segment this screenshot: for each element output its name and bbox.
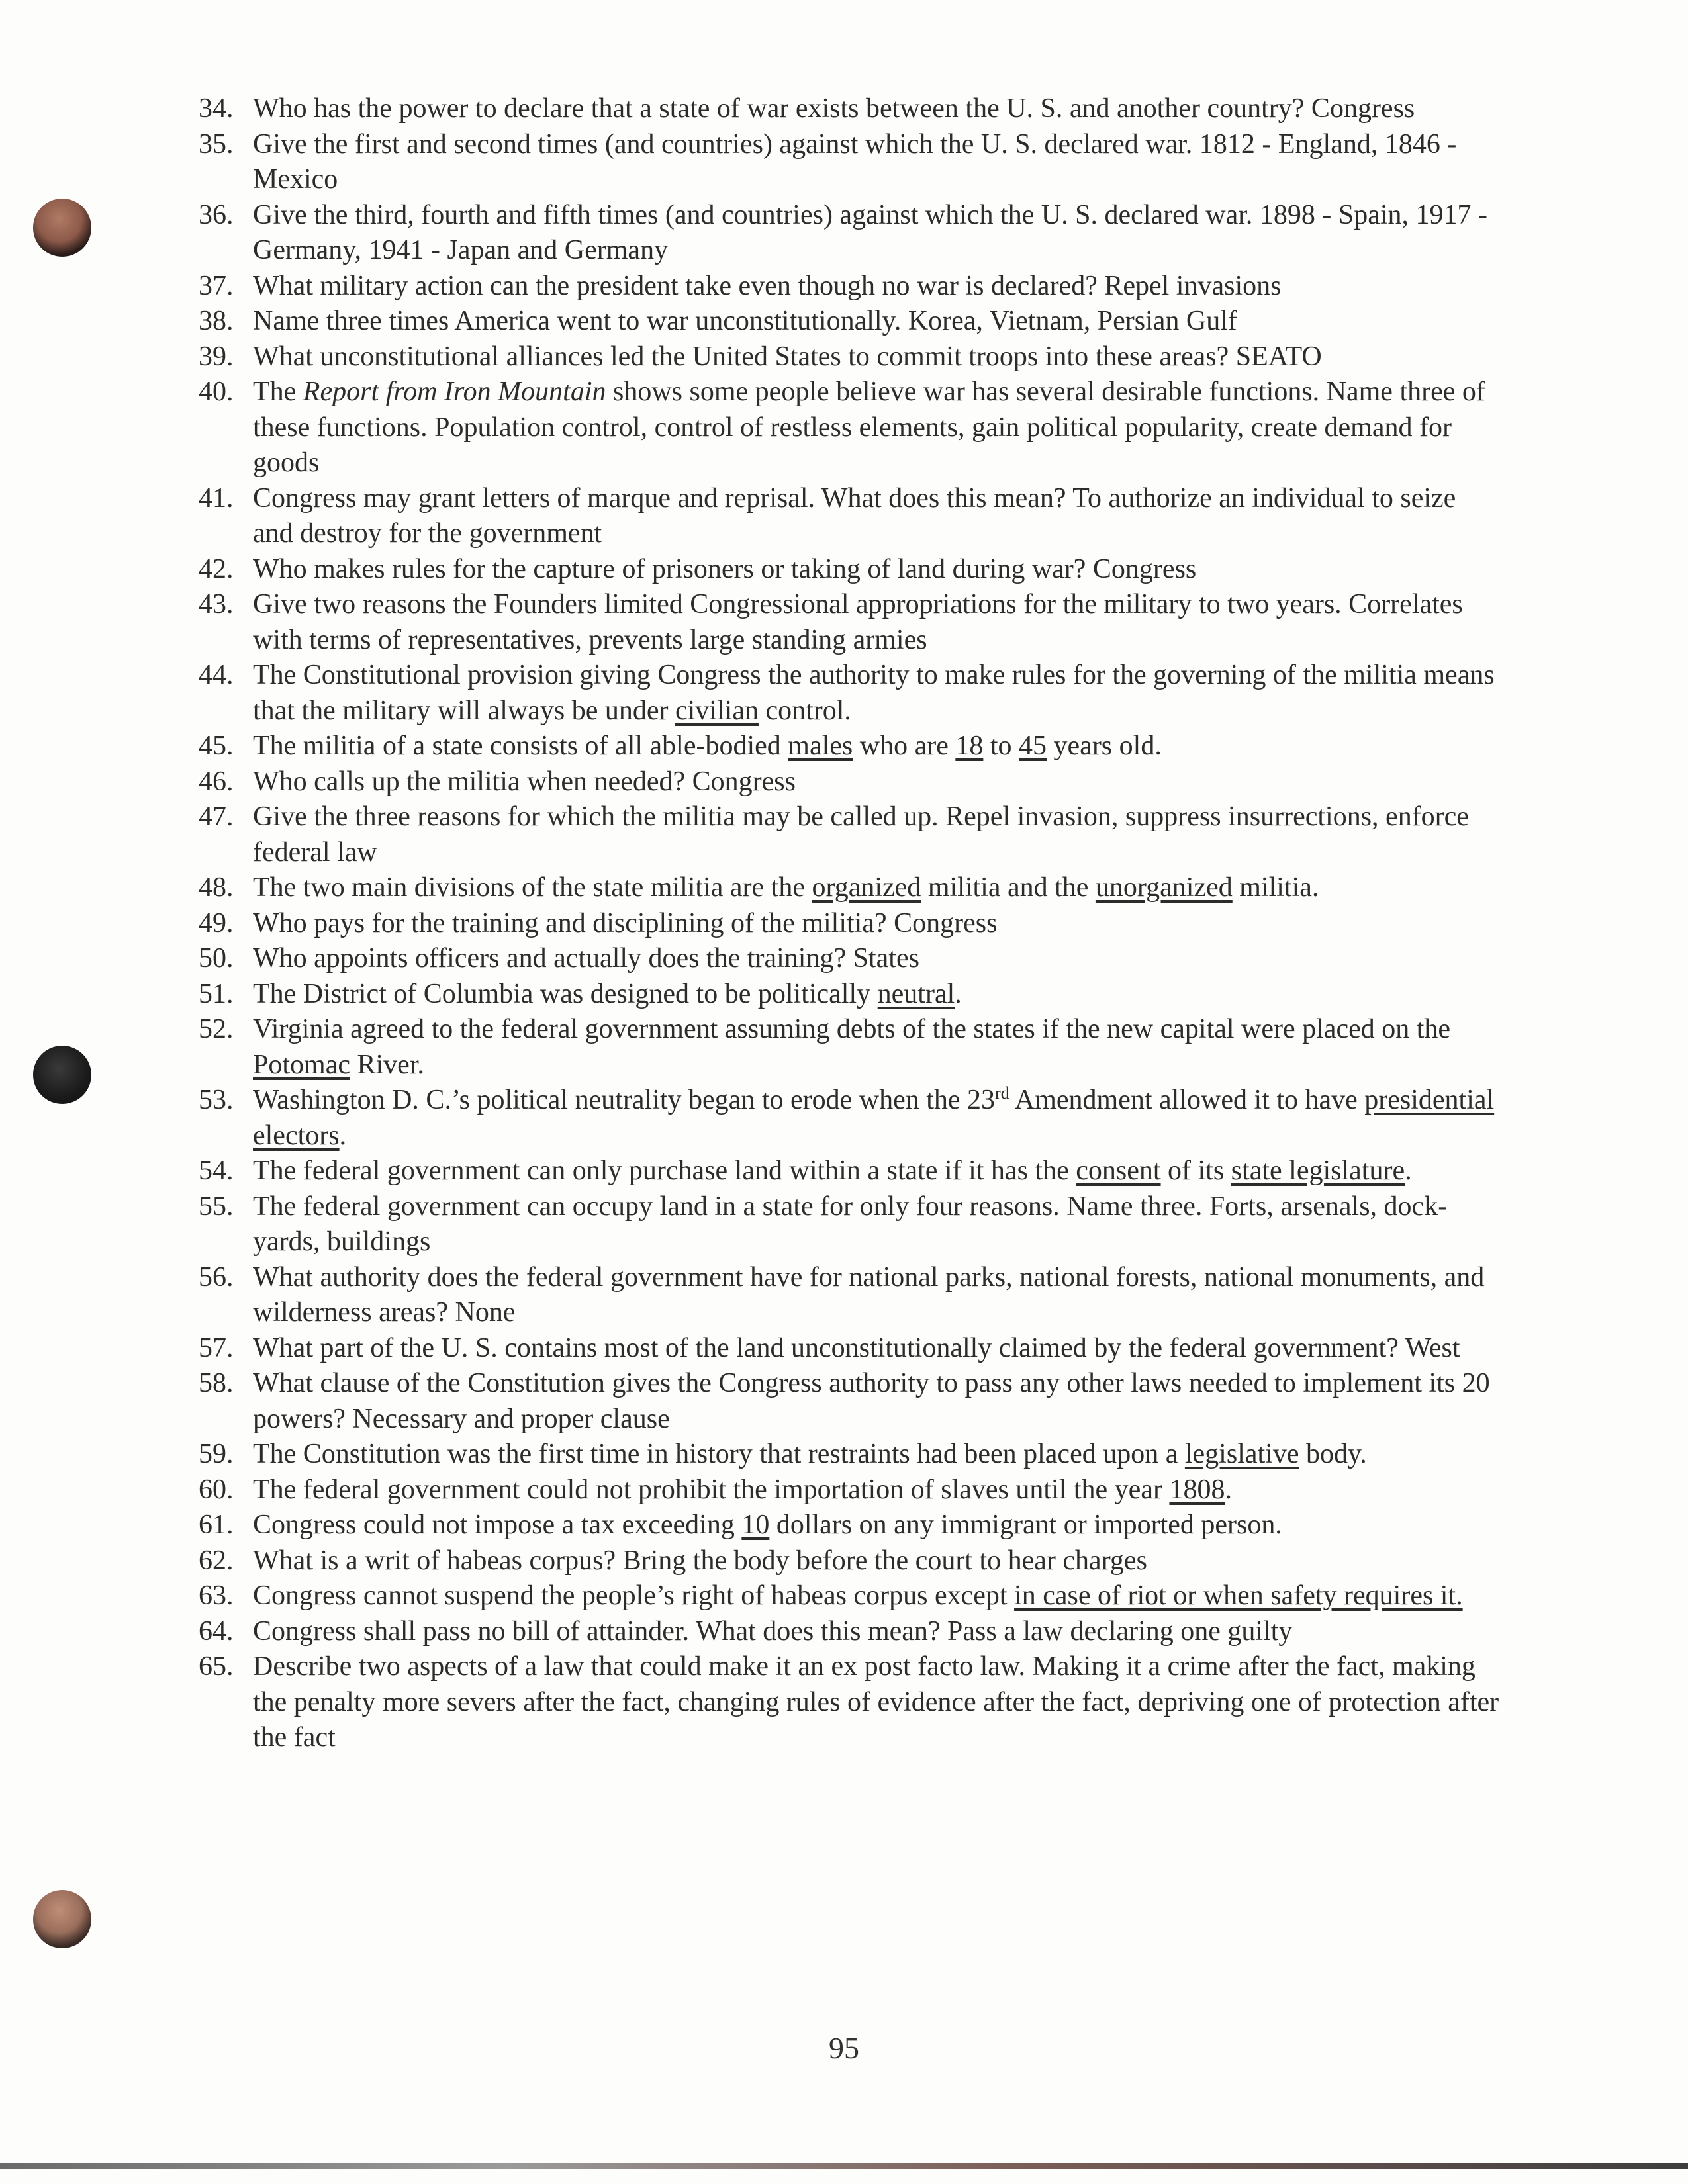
question-number: 40.: [199, 377, 234, 407]
text-segment: .: [1405, 1156, 1412, 1186]
question-text: [253, 943, 919, 974]
question-text: [253, 1439, 1367, 1469]
question-item: [199, 91, 1503, 127]
question-number: 41.: [199, 482, 234, 514]
text-segment: Give the first and second times (and countries) against which the U. S. declared war. 1812 - England, 1846 - Mexico: [253, 128, 1457, 195]
text-segment: What unconstitutional alliances led the United States to commit troops into these areas? SEATO: [253, 341, 1322, 372]
question-number: 52.: [199, 1014, 234, 1044]
book-title: Report from Iron Mountain: [303, 377, 606, 407]
question-number: 53.: [199, 1085, 234, 1115]
answer-blank: electors: [253, 1120, 340, 1151]
question-text: [253, 554, 1196, 584]
question-number: 50.: [199, 943, 234, 974]
question-text: [253, 1014, 1450, 1080]
question-item: [199, 1437, 1503, 1473]
text-segment: .: [1225, 1474, 1232, 1505]
question-text: [253, 801, 1469, 868]
answer-blank: organized: [812, 872, 921, 903]
text-segment: body.: [1299, 1439, 1367, 1469]
text-segment: What is a writ of habeas corpus? Bring the body before the court to hear charges: [253, 1545, 1147, 1576]
text-segment: What military action can the president take even though no war is declared? Repel invasions: [253, 270, 1282, 301]
text-segment: The Constitutional provision giving Congress the authority to make rules for the governing of the militia means that the military will always be under: [253, 660, 1495, 726]
question-text: [253, 1333, 1460, 1363]
text-segment: Give two reasons the Founders limited Congressional appropriations for the military to two years. Correlates with terms of representatives, prevents large standing armies: [253, 589, 1463, 655]
question-number: 60.: [199, 1474, 234, 1505]
text-segment: .: [339, 1120, 347, 1151]
question-item: [199, 269, 1503, 304]
text-segment: Describe two aspects of a law that could make it an ex post facto law. Making it a crime after the fact, making the penalty more severs after the fact, changing rules of evidence after the fact, depriving one of protection after the fact: [253, 1651, 1499, 1752]
question-item: [199, 658, 1503, 729]
answer-blank: in case of riot or when safety requires it.: [1014, 1580, 1463, 1611]
text-segment: Who pays for the training and disciplining of the militia? Congress: [253, 907, 998, 938]
text-segment: Congress could not impose a tax exceeding: [253, 1510, 742, 1540]
text-segment: control.: [758, 695, 851, 726]
question-item: [199, 729, 1503, 764]
text-segment: shows some people believe war has several desirable functions. Name three of these functions. Population control, control of restless elements, gain political popularity, create demand for goods: [253, 377, 1485, 478]
question-item: [199, 375, 1503, 481]
question-number: 59.: [199, 1439, 234, 1469]
answer-blank: 10: [741, 1510, 770, 1540]
text-segment: The Constitution was the first time in history that restraints had been placed upon a: [253, 1439, 1185, 1469]
binder-hole: [33, 1046, 91, 1104]
text-segment: Who makes rules for the capture of prisoners or taking of land during war? Congress: [253, 553, 1197, 584]
text-segment: Washington D. C.’s political neutrality began to erode when the 23: [253, 1085, 996, 1115]
question-text: [253, 1651, 1499, 1752]
question-number: 48.: [199, 872, 234, 903]
question-item: [199, 1012, 1503, 1083]
question-item: [199, 1614, 1503, 1650]
question-text: [253, 129, 1456, 195]
question-item: [199, 1260, 1503, 1331]
question-item: [199, 799, 1503, 870]
question-text: [253, 93, 1415, 124]
text-segment: years old.: [1047, 731, 1162, 761]
question-text: [253, 1510, 1282, 1540]
text-segment: Who appoints officers and actually does the training? States: [253, 943, 919, 974]
text-segment: What clause of the Constitution gives the Congress authority to pass any other laws needed to implement its 20 powers? Necessary and proper clause: [253, 1368, 1490, 1434]
question-item: [199, 1473, 1503, 1508]
question-number: 54.: [199, 1156, 234, 1186]
question-number: 37.: [199, 270, 234, 301]
question-number: 34.: [199, 93, 234, 124]
question-number: 58.: [199, 1368, 234, 1398]
text-segment: dollars on any immigrant or imported person.: [769, 1510, 1282, 1540]
question-text: [253, 1545, 1147, 1576]
text-segment: The two main divisions of the state militia are the: [253, 872, 812, 903]
question-text: [253, 1191, 1447, 1257]
question-item: [199, 304, 1503, 340]
question-text: [253, 766, 796, 797]
page-number: 95: [829, 2031, 859, 2065]
question-item: [199, 587, 1503, 658]
question-item: [199, 977, 1503, 1013]
question-text: [253, 200, 1487, 266]
text-segment: Congress may grant letters of marque and reprisal. What does this mean? To authorize an individual to seize and destroy for the government: [253, 482, 1456, 549]
question-text: [253, 908, 997, 938]
text-segment: Congress shall pass no bill of attainder. What does this mean? Pass a law declaring one guilty: [253, 1615, 1293, 1647]
answer-blank: males: [788, 731, 853, 761]
answer-blank: unorganized: [1095, 872, 1233, 903]
answer-blank: presidential: [1364, 1085, 1495, 1115]
ordinal-suffix: rd: [995, 1083, 1009, 1103]
question-item: [199, 941, 1503, 977]
question-number: 35.: [199, 128, 234, 159]
binder-hole: [33, 1890, 91, 1948]
question-text: [253, 660, 1495, 726]
text-segment: The federal government can occupy land in a state for only four reasons. Name three. Forts, arsenals, dock-yards, buildings: [253, 1191, 1448, 1257]
text-segment: Congress cannot suspend the people’s right of habeas corpus except: [253, 1580, 1015, 1611]
question-number: 42.: [199, 553, 234, 584]
question-number: 39.: [199, 341, 234, 372]
question-item: [199, 1083, 1503, 1154]
question-item: [199, 1543, 1503, 1579]
question-text: [253, 731, 1162, 761]
question-item: [199, 1366, 1503, 1437]
answer-blank: Potomac: [253, 1049, 350, 1080]
binder-hole: [33, 199, 91, 257]
question-number: 43.: [199, 589, 234, 619]
question-text: [253, 483, 1456, 549]
question-item: [199, 552, 1503, 588]
text-segment: Virginia agreed to the federal government assuming debts of the states if the new capital were placed on the: [253, 1014, 1451, 1044]
question-number: 51.: [199, 978, 234, 1009]
question-number: 63.: [199, 1580, 234, 1611]
text-segment: militia and the: [921, 872, 1096, 903]
question-number: 49.: [199, 907, 234, 938]
question-item: [199, 481, 1503, 552]
text-segment: What part of the U. S. contains most of the land unconstitutionally claimed by the federal government? West: [253, 1332, 1460, 1363]
question-number: 56.: [199, 1261, 234, 1293]
text-segment: to: [983, 731, 1019, 761]
text-segment: Give the three reasons for which the militia may be called up. Repel invasion, suppress insurrections, enforce federal law: [253, 801, 1469, 868]
question-text: [253, 1368, 1490, 1434]
answer-blank: 18: [955, 731, 984, 761]
question-item: [199, 198, 1503, 269]
answer-blank: consent: [1076, 1156, 1161, 1186]
question-number: 36.: [199, 199, 234, 230]
text-segment: Give the third, fourth and fifth times (and countries) against which the U. S. declared war. 1898 - Spain, 1917 - Germany, 1941 - Japan and Germany: [253, 199, 1488, 265]
text-segment: What authority does the federal government have for national parks, national forests, national monuments, and wilderness areas? None: [253, 1261, 1485, 1328]
question-item: [199, 906, 1503, 942]
question-text: [253, 1085, 1494, 1151]
question-text: [253, 1262, 1484, 1328]
question-text: [253, 589, 1463, 655]
question-number: 65.: [199, 1651, 234, 1682]
question-item: [199, 1508, 1503, 1543]
question-number: 44.: [199, 660, 234, 690]
question-text: [253, 872, 1319, 903]
text-segment: of its: [1160, 1156, 1231, 1186]
question-text: [253, 1616, 1292, 1647]
question-item: [199, 127, 1503, 198]
answer-blank: 1808: [1169, 1474, 1225, 1505]
text-segment: The District of Columbia was designed to be politically: [253, 978, 878, 1009]
question-number: 46.: [199, 766, 234, 797]
question-text: [253, 341, 1322, 372]
question-text: [253, 1156, 1412, 1186]
question-number: 47.: [199, 801, 234, 832]
question-item: [199, 340, 1503, 375]
page-bottom-edge: [0, 2163, 1688, 2169]
text-segment: The federal government can only purchase land within a state if it has the: [253, 1156, 1076, 1186]
text-segment: The militia of a state consists of all able-bodied: [253, 731, 788, 761]
answer-blank: neutral: [877, 978, 955, 1009]
question-item: [199, 764, 1503, 800]
question-item: [199, 1189, 1503, 1260]
question-text: [253, 1475, 1232, 1505]
question-item: [199, 1331, 1503, 1367]
question-number: 55.: [199, 1191, 234, 1222]
text-segment: Who calls up the militia when needed? Congress: [253, 766, 796, 797]
text-segment: militia.: [1232, 872, 1319, 903]
question-number: 45.: [199, 731, 234, 761]
text-segment: The: [253, 377, 303, 407]
question-number: 61.: [199, 1510, 234, 1540]
question-item: [199, 1649, 1503, 1756]
answer-blank: 45: [1019, 731, 1047, 761]
question-number: 64.: [199, 1615, 234, 1647]
question-text: [253, 377, 1485, 478]
question-number: 57.: [199, 1332, 234, 1363]
question-text: [253, 306, 1237, 336]
question-item: [199, 1578, 1503, 1614]
text-segment: .: [955, 978, 962, 1009]
answer-blank: legislative: [1184, 1439, 1299, 1469]
text-segment: The federal government could not prohibit the importation of slaves until the year: [253, 1474, 1170, 1505]
question-number: 38.: [199, 306, 234, 336]
text-segment: Name three times America went to war unconstitutionally. Korea, Vietnam, Persian Gulf: [253, 306, 1237, 336]
answer-blank: civilian: [675, 695, 759, 726]
question-text: [253, 979, 962, 1009]
text-segment: Who has the power to declare that a state of war exists between the U. S. and another country? Congress: [253, 93, 1415, 124]
question-text: [253, 1580, 1463, 1611]
text-segment: who are: [853, 731, 956, 761]
text-segment: Amendment allowed it to have: [1009, 1085, 1365, 1115]
question-item: [199, 870, 1503, 906]
question-item: [199, 1154, 1503, 1189]
text-segment: River.: [350, 1049, 424, 1080]
answer-blank: state legislature: [1231, 1156, 1405, 1186]
question-number: 62.: [199, 1545, 234, 1576]
question-list: [199, 91, 1503, 1756]
question-text: [253, 271, 1281, 301]
